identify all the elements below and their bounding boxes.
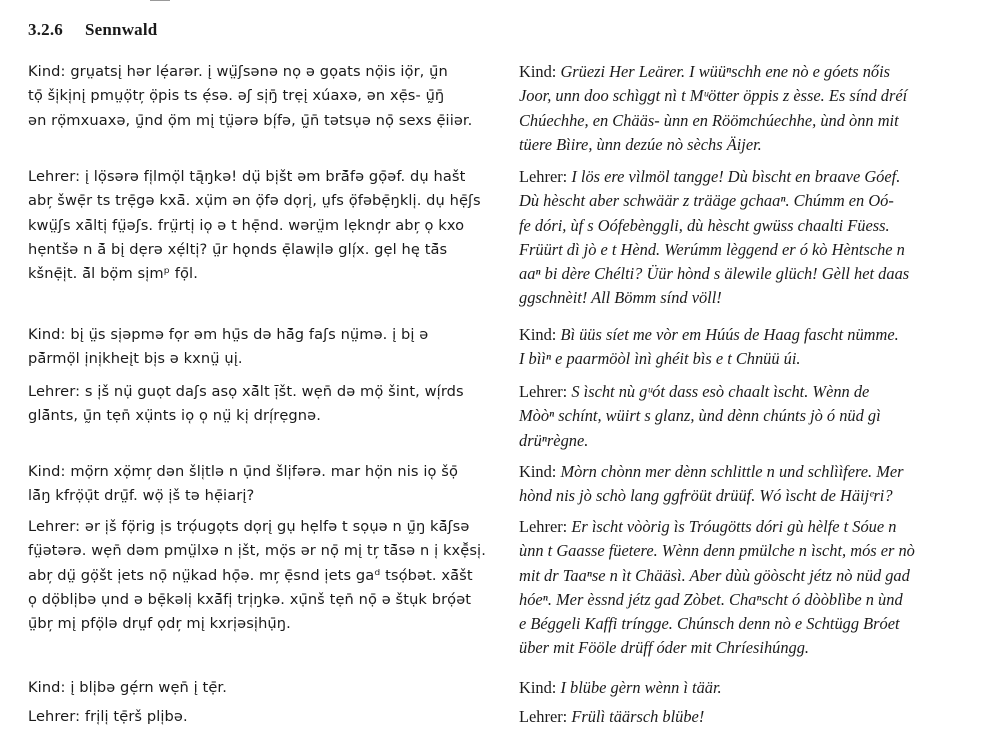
speaker-label: Lehrer: [519, 167, 568, 186]
speaker-label: Kind: [519, 325, 557, 344]
section-number: 3.2.6 [28, 20, 63, 39]
orthographic-turn-8 [519, 705, 704, 729]
utterance-text: į bli̜bə gẹ́rn wẹn̄ į tẹ̄r. [70, 679, 227, 696]
orthographic-turn-5 [519, 460, 904, 509]
utterance-text: bį ṳ̈s si̜əpmə fọr əm hṳ̄s də hā̆g faʃs nṳ̈mə. į bį ə pā̆rmọ̈l i̜ni̜kheįt bi̜s ə kxnṳ̈ ụį. [28, 326, 429, 368]
section-title: Sennwald [85, 20, 158, 39]
phonetic-turn-2 [28, 165, 481, 286]
speaker-label: Kind: [519, 462, 557, 481]
speaker-label: Kind: [28, 326, 66, 343]
utterance-text: Mòrn chònn mer dènn schlittle n und schlììfere. Mer hònd nis jò schò lang ggfröüt drüüf. Wó ìscht de Häijᵉri? [519, 462, 904, 506]
utterance-text: mọ̈rn xọ̈mr̦ dən šli̜tlə n ụ̄nd šli̜fərə. mar họ̈n nis io̜ šọ̄ lā̆ŋ kfrọ̈ụ̄t drṳ̄f. wọ̈ i̜š tə hẹ̄iarį? [28, 463, 458, 505]
speaker-label: Lehrer: [28, 383, 81, 400]
speaker-label: Kind: [28, 63, 66, 80]
utterance-text: ər i̜š fọ̈rig i̜s trọ́ugọts dọrį gụ hẹlfə t sọụə n ṵ̄ŋ kā̆ʃsə fṳ̈ətərə. wẹn̄ dəm pmṳ̈lxə n i̜št, mọ̈s ər nọ̄ mį tr̦ tā̆sə n i̜ kxẹ̄̆si̜. abr̦ dṳ̈ gọ̈št i̜ets nọ̄ nṳ̈kad họ̄ə. mr̦ ẹ̄snd i̜ets gaᵈ tsọ́bət. xā̆št o̜ dọ̈bli̜bə ụnd ə bẹ̄kəli̜ kxā̆fi̜ tri̜ŋkə. xụ̄nš tẹn̄ nọ̄ ə štụk brọ́ət ṳ̄br̦ mį pfọ̈lə drṳf ọdr̦ mį kxri̜əsi̜hụ̄ŋ. [28, 518, 486, 633]
speaker-label: Lehrer: [28, 168, 81, 185]
utterance-text: Frülì täärsch blübe! [571, 707, 705, 726]
speaker-label: Lehrer: [28, 708, 81, 725]
section-heading [28, 20, 157, 40]
utterance-text: I blübe gèrn wènn ì täär. [560, 678, 722, 697]
phonetic-turn-3 [28, 323, 428, 372]
utterance-text: s i̜š nụ̈ guọt daʃs asọ xā̆lt ī̜št. wẹn̄ də mọ̈ šint, wí̜rds glā̆nts, ṵ̄n tẹn̄ xụ̈nts io̜ o̜ nṳ̈ ki̜ drí̜rẹgnə. [28, 383, 464, 425]
phonetic-turn-7 [28, 676, 227, 700]
utterance-text: Bì üüs síet me vòr em Húús de Haag fascht nümme. I bììⁿ e paarmöòl ìnì ghéit bìs e t Chnüü úi. [519, 325, 899, 369]
speaker-label: Lehrer: [519, 382, 568, 401]
speaker-label: Kind: [519, 678, 557, 697]
speaker-label: Kind: [519, 62, 557, 81]
utterance-text: grṳatsį hər lẹ́arər. į wṳ̈ʃsənə nọ ə gọats nọ̈is iọ̈r, ṵ̄n tọ̄ ši̜ki̜nį pmṳọ̈tr̦ ọ̈pis ts ẹ́sə. əʃ si̜ŋ̄ trẹį xúaxə, ən xẹ̄s- ṵ̄ŋ̄ ən rọ̈mxuaxə, ṵ̄nd ọ̈m mį tṳ̈ərə bí̜fə, ṵ̄n̄ tətsụə nọ̄ sexs ẹ̄iiər. [28, 63, 473, 129]
utterance-text: į lọ̈sərə fi̜lmọ̈l tą̄ŋkə! dụ̈ bi̜št əm brā̆fə gọ̄əf. dụ hašt abr̦ šwẹ̄r ts trẹ̄gə kxā̄. xụ̈m ən ọ̈fə dọrį, ṳfs ọ̈fəbẹ̄ŋkli̜. dụ hẹ̄ʃs kwṳ̈ʃs xā̄lti̜ fṳ̈əʃs. frṳ̈rti̜ io̜ ə t hẹ̄nd. wərṳ̈m lẹknd̦r abr̦ o̜ kxo hẹntšə n ā̆ bį dẹrə xẹ́lti̜? ṳ̄r hǫnds ẹ̄lawi̜lə glí̜x. gẹl hę tā̆s kšnẹ̄i̜t. ā̆l bọ̈m si̜mᵖ fọ̄l. [28, 168, 481, 283]
phonetic-turn-6 [28, 515, 486, 636]
orthographic-turn-3 [519, 323, 899, 372]
speaker-label: Lehrer: [519, 517, 568, 536]
phonetic-turn-1 [28, 60, 472, 133]
speaker-label: Lehrer: [28, 518, 81, 535]
utterance-text: S ìscht nù gᵘót dass esò chaalt ìscht. Wènn de Mòòⁿ schínt, wüirt s glanz, ùnd dènn chúnts jò ó nüd gì drüⁿrègne. [519, 382, 881, 450]
utterance-text: Grüezi Her Leärer. I wüüⁿschh ene nò e góets nőis Joor, unn doo schìggt nì t Mᵘötter öppis z èsse. Es sínd dréí Chúechhe, en Chääs- ùnn en Röömchúechhe, ùnd ònn mit tüere Bìire, ùnn dezúe nò sèchs Äijer. [519, 62, 908, 154]
speaker-label: Kind: [28, 679, 66, 696]
orthographic-turn-6 [519, 515, 915, 661]
phonetic-turn-8 [28, 705, 188, 729]
page-top-rule [150, 0, 170, 1]
phonetic-turn-5 [28, 460, 458, 509]
orthographic-turn-2 [519, 165, 909, 311]
phonetic-turn-4 [28, 380, 464, 429]
orthographic-turn-1 [519, 60, 907, 157]
orthographic-turn-4 [519, 380, 881, 453]
orthographic-turn-7 [519, 676, 722, 700]
utterance-text: Er ìscht vòòrig ìs Tróugötts dóri gù hèlfe t Sóue n ùnn t Gaasse füetere. Wènn denn pmülche n ìscht, mós er nò mit dr Taaⁿse n ìt Chääsì. Aber dùù göòscht jétz nò nüd gad hóeⁿ. Mer èssnd jétz gad Zòbet. Chaⁿscht ó dòòblìbe n ùnd e Béggeli Kaffi tríngge. Chúnsch denn nò e Schtügg Bróet über mit Fööle drüff óder mit Chríesihúngg. [519, 517, 915, 658]
speaker-label: Lehrer: [519, 707, 568, 726]
utterance-text: I lös ere vìlmöl tangge! Dù bìscht en braave Góef. Dù hèscht aber schwäär z trääge gchaaⁿ. Chúmm en Oó- fe dóri, ùf s Oófebènggli, dù hèscht gwüss chaalti Füess. Früürt dì jò e t Hènd. Werúmm lèggend er ó kò Hèntsche n aaⁿ bi dère Chélti? Üür hònd s älewile glüch! Gèll het daas ggschnèit! All Bömm sínd völl! [519, 167, 910, 308]
utterance-text: fri̜li̜ tẹ̄rš pli̜bə. [84, 708, 188, 725]
speaker-label: Kind: [28, 463, 66, 480]
